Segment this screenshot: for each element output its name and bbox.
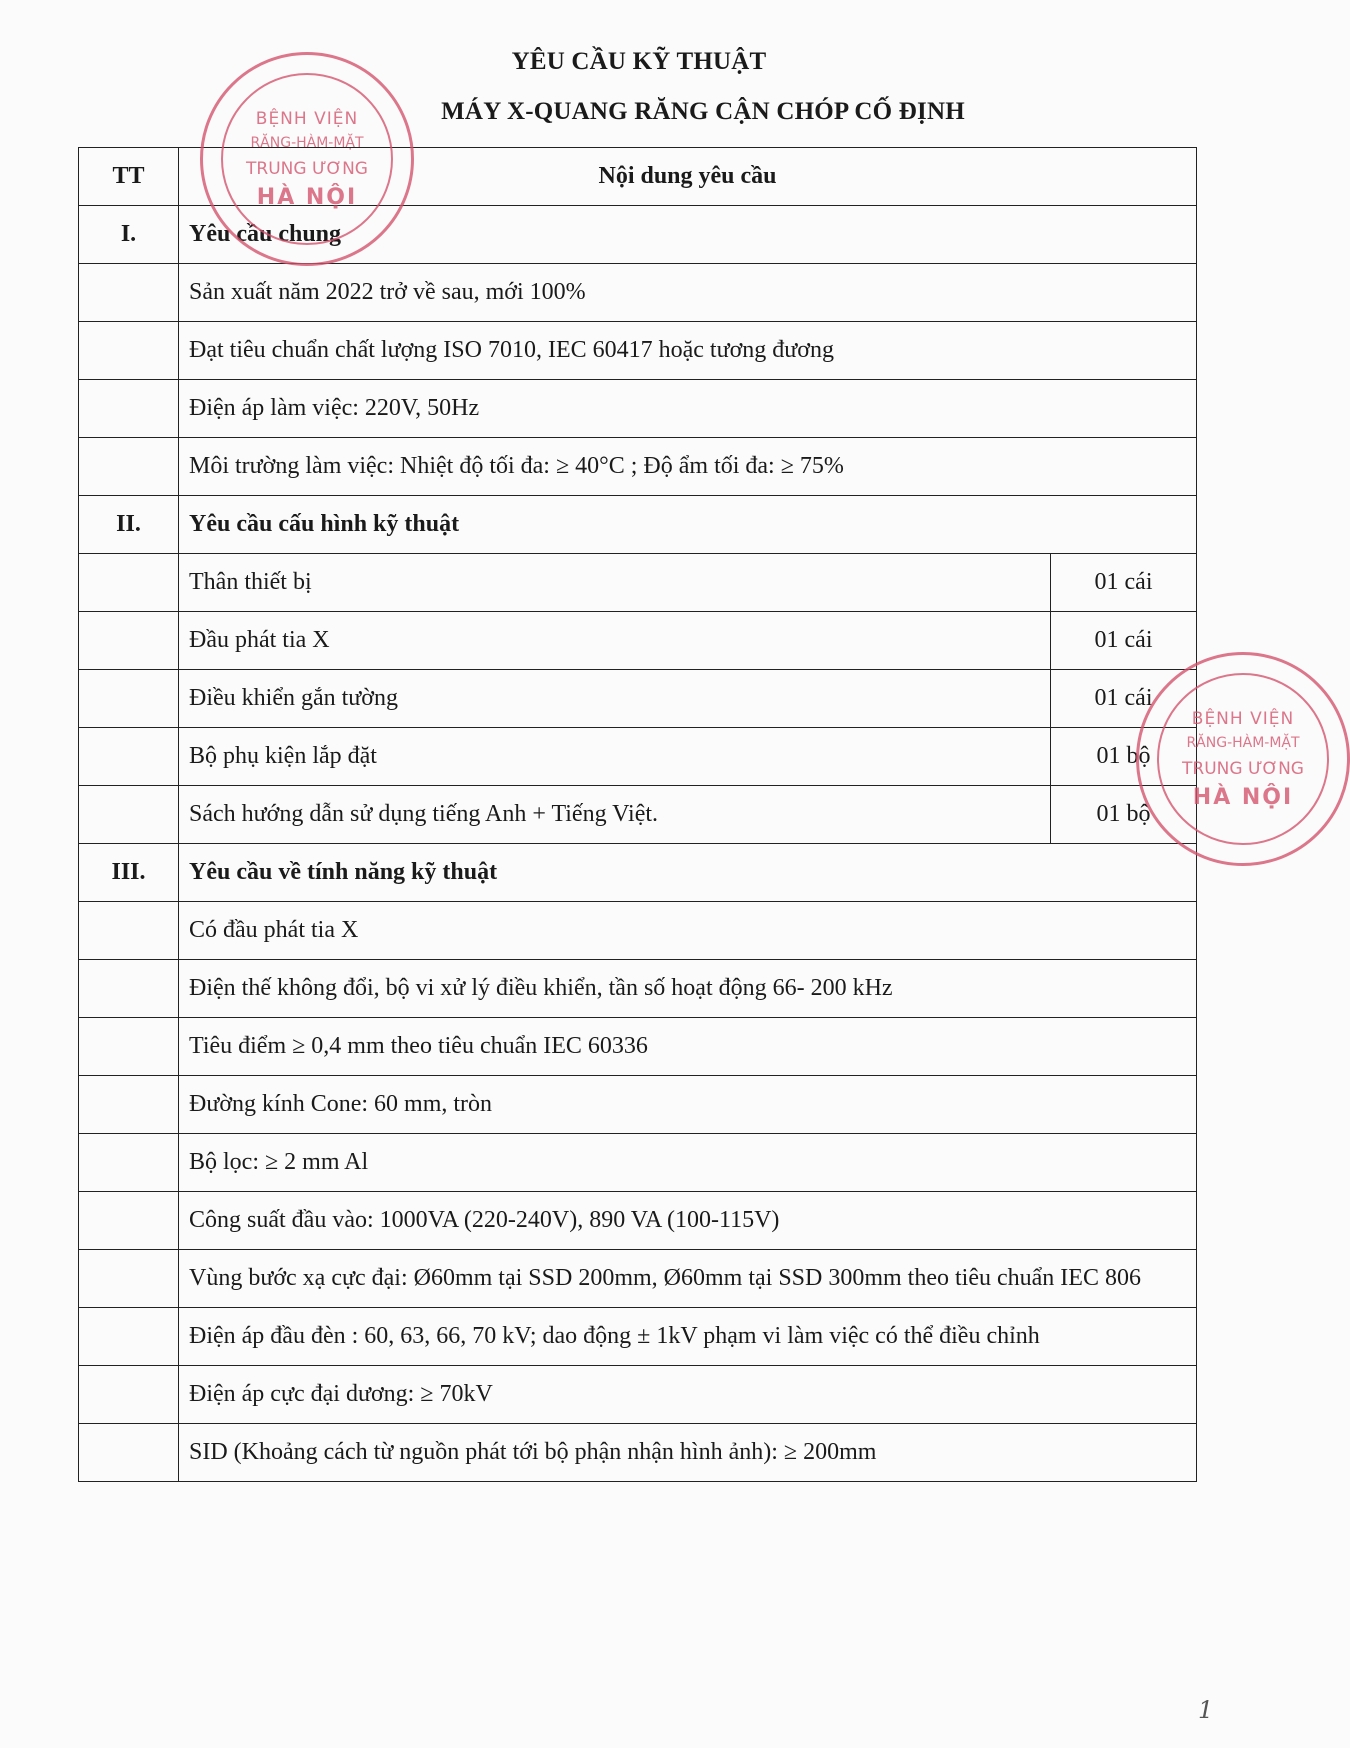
- tt-cell: [79, 380, 179, 438]
- tt-cell: [79, 786, 179, 844]
- table-row: [79, 1308, 1197, 1366]
- seal-line-1: BỆNH VIỆN: [1191, 709, 1295, 729]
- section-number: I.: [79, 206, 179, 264]
- hospital-seal-stamp-partial: [1136, 652, 1350, 866]
- tt-cell: [79, 1076, 179, 1134]
- table-row: [79, 438, 1197, 496]
- tt-cell: [79, 1366, 179, 1424]
- table-row: [79, 670, 1197, 728]
- table-row: [79, 1076, 1197, 1134]
- table-row: [79, 1250, 1197, 1308]
- quantity-cell: 01 cái: [1051, 670, 1197, 728]
- quantity-cell: 01 bộ: [1051, 786, 1197, 844]
- table-row: [79, 1018, 1197, 1076]
- tt-cell: [79, 322, 179, 380]
- tt-cell: [79, 1424, 179, 1482]
- table-row: [79, 728, 1197, 786]
- seal-line-1: BỆNH VIỆN: [255, 109, 359, 129]
- table-row: [79, 1134, 1197, 1192]
- requirement-cell: Thân thiết bị: [179, 554, 1051, 612]
- section-title: Yêu cầu cấu hình kỹ thuật: [179, 496, 1197, 554]
- tt-cell: [79, 1134, 179, 1192]
- requirement-cell: Đường kính Cone: 60 mm, tròn: [179, 1076, 1197, 1134]
- requirement-cell: Đầu phát tia X: [179, 612, 1051, 670]
- requirement-cell: SID (Khoảng cách từ nguồn phát tới bộ phận nhận hình ảnh): ≥ 200mm: [179, 1424, 1197, 1482]
- seal-line-4: HÀ NỘI: [1192, 785, 1294, 810]
- document-subtitle: MÁY X-QUANG RĂNG CẬN CHÓP CỐ ĐỊNH: [441, 98, 965, 125]
- seal-line-2: RĂNG-HÀM-MẶT: [250, 135, 364, 151]
- quantity-cell: 01 bộ: [1051, 728, 1197, 786]
- table-row: [79, 960, 1197, 1018]
- tt-cell: [79, 554, 179, 612]
- section-number: III.: [79, 844, 179, 902]
- seal-line-4: HÀ NỘI: [256, 185, 358, 210]
- requirement-cell: Bộ phụ kiện lắp đặt: [179, 728, 1051, 786]
- tt-cell: [79, 1250, 179, 1308]
- tt-cell: [79, 728, 179, 786]
- quantity-cell: 01 cái: [1051, 554, 1197, 612]
- table-row: [79, 786, 1197, 844]
- tt-cell: [79, 902, 179, 960]
- section-number: II.: [79, 496, 179, 554]
- tt-cell: [79, 1308, 179, 1366]
- tt-cell: [79, 1192, 179, 1250]
- requirement-cell: Sách hướng dẫn sử dụng tiếng Anh + Tiếng Việt.: [179, 786, 1051, 844]
- requirement-cell: Có đầu phát tia X: [179, 902, 1197, 960]
- page-number: 1: [1198, 1696, 1214, 1724]
- table-row: [79, 380, 1197, 438]
- seal-line-2: RĂNG-HÀM-MẶT: [1186, 735, 1300, 751]
- quantity-cell: 01 cái: [1051, 612, 1197, 670]
- requirement-cell: Vùng bước xạ cực đại: Ø60mm tại SSD 200mm, Ø60mm tại SSD 300mm theo tiêu chuẩn IEC 806: [179, 1250, 1197, 1308]
- table-row: [79, 1366, 1197, 1424]
- tt-cell: [79, 264, 179, 322]
- section-row: [79, 496, 1197, 554]
- requirement-cell: Đạt tiêu chuẩn chất lượng ISO 7010, IEC 60417 hoặc tương đương: [179, 322, 1197, 380]
- requirement-cell: Điều khiển gắn tường: [179, 670, 1051, 728]
- requirement-cell: Điện áp đầu đèn : 60, 63, 66, 70 kV; dao động ± 1kV phạm vi làm việc có thể điều chỉnh: [179, 1308, 1197, 1366]
- requirement-cell: Môi trường làm việc: Nhiệt độ tối đa: ≥ 40°C ; Độ ẩm tối đa: ≥ 75%: [179, 438, 1197, 496]
- table-row: [79, 1192, 1197, 1250]
- seal-line-3: TRUNG ƯƠNG: [1182, 759, 1304, 779]
- requirement-cell: Điện thế không đổi, bộ vi xử lý điều khiển, tần số hoạt động 66- 200 kHz: [179, 960, 1197, 1018]
- requirement-cell: Điện áp làm việc: 220V, 50Hz: [179, 380, 1197, 438]
- requirement-cell: Bộ lọc: ≥ 2 mm Al: [179, 1134, 1197, 1192]
- table-row: [79, 554, 1197, 612]
- requirements-table: [78, 147, 1197, 1482]
- requirement-cell: Tiêu điểm ≥ 0,4 mm theo tiêu chuẩn IEC 60336: [179, 1018, 1197, 1076]
- header-tt: TT: [79, 148, 179, 206]
- header-content: Nội dung yêu cầu: [179, 148, 1197, 206]
- requirement-cell: Công suất đầu vào: 1000VA (220-240V), 890 VA (100-115V): [179, 1192, 1197, 1250]
- tt-cell: [79, 1018, 179, 1076]
- tt-cell: [79, 438, 179, 496]
- requirement-cell: Sản xuất năm 2022 trở về sau, mới 100%: [179, 264, 1197, 322]
- document-title: YÊU CẦU KỸ THUẬT: [511, 48, 767, 75]
- section-title: Yêu cầu chung: [179, 206, 1197, 264]
- table-row: [79, 264, 1197, 322]
- section-row: [79, 844, 1197, 902]
- tt-cell: [79, 960, 179, 1018]
- table-row: [79, 322, 1197, 380]
- table-row: [79, 902, 1197, 960]
- seal-line-3: TRUNG ƯƠNG: [246, 159, 368, 179]
- tt-cell: [79, 612, 179, 670]
- requirement-cell: Điện áp cực đại dương: ≥ 70kV: [179, 1366, 1197, 1424]
- section-title: Yêu cầu về tính năng kỹ thuật: [179, 844, 1197, 902]
- table-row: [79, 1424, 1197, 1482]
- tt-cell: [79, 670, 179, 728]
- table-row: [79, 612, 1197, 670]
- hospital-seal-stamp: [200, 52, 414, 266]
